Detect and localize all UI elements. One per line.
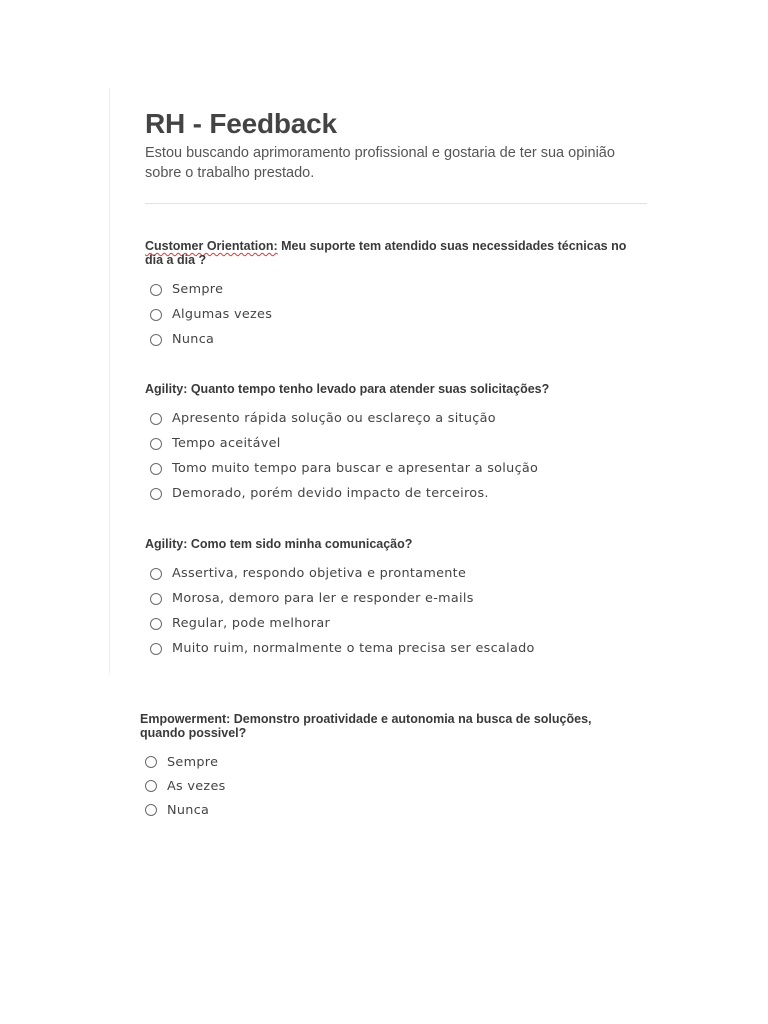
radio-label: Morosa, demoro para ler e responder e-mails [172, 591, 474, 606]
radio-label: Demorado, porém devido impacto de terceiros. [172, 486, 489, 501]
radio-button[interactable] [150, 334, 162, 346]
question-empowerment [140, 712, 630, 822]
radio-button[interactable] [150, 463, 162, 475]
radio-button[interactable] [150, 618, 162, 630]
radio-label: Algumas vezes [172, 307, 273, 322]
radio-option-sempre[interactable] [145, 750, 630, 774]
question-body: Como tem sido minha comunicação? [187, 537, 413, 551]
radio-option-sempre[interactable] [150, 277, 635, 302]
form-description: Estou buscando aprimoramento profissional e gostaria de ter sua opinião sobre o trabalho prestado. [145, 145, 615, 181]
radio-button[interactable] [145, 780, 157, 792]
radio-group [145, 277, 635, 352]
question-tag: Customer Orientation: [145, 239, 278, 253]
radio-group [140, 750, 630, 822]
radio-button[interactable] [150, 593, 162, 605]
radio-label: Regular, pode melhorar [172, 616, 331, 631]
radio-label: Assertiva, respondo objetiva e prontamente [172, 566, 467, 581]
radio-label: As vezes [167, 778, 226, 794]
radio-label: Tempo aceitável [172, 436, 281, 451]
radio-button[interactable] [150, 309, 162, 321]
radio-group [145, 406, 635, 506]
radio-option-nunca[interactable] [145, 798, 630, 822]
radio-group [145, 561, 635, 661]
radio-option-demorado[interactable] [150, 481, 635, 506]
question-body: Demonstro proatividade e autonomia na busca de soluções, quando possivel? [140, 712, 592, 740]
question-tag: Agility: [145, 382, 188, 396]
question-text [140, 712, 630, 740]
radio-button[interactable] [150, 568, 162, 580]
radio-label: Sempre [167, 754, 219, 770]
question-body: Quanto tempo tenho levado para atender suas solicitações? [187, 382, 550, 396]
radio-label: Sempre [172, 282, 224, 297]
radio-option-muito-tempo[interactable] [150, 456, 635, 481]
header-divider [145, 203, 647, 204]
question-text [145, 239, 635, 267]
radio-label: Muito ruim, normalmente o tema precisa ser escalado [172, 641, 535, 656]
question-body: Meu suporte tem atendido suas necessidades técnicas no dia a dia ? [145, 239, 627, 267]
question-agility-time [145, 382, 635, 506]
question-text [145, 537, 635, 551]
radio-option-rapida-solucao[interactable] [150, 406, 635, 431]
radio-button[interactable] [150, 413, 162, 425]
radio-button[interactable] [150, 284, 162, 296]
radio-label: Tomo muito tempo para buscar e apresentar a solução [172, 461, 539, 476]
radio-option-algumas-vezes[interactable] [150, 302, 635, 327]
form-title: RH - Feedback [145, 108, 337, 139]
radio-button[interactable] [150, 438, 162, 450]
question-tag: Empowerment: [140, 712, 231, 726]
radio-button[interactable] [150, 488, 162, 500]
question-customer-orientation [145, 239, 635, 352]
radio-option-regular[interactable] [150, 611, 635, 636]
question-text [145, 382, 635, 396]
radio-option-assertiva[interactable] [150, 561, 635, 586]
radio-option-tempo-aceitavel[interactable] [150, 431, 635, 456]
radio-label: Nunca [167, 802, 210, 818]
question-agility-communication [145, 537, 635, 661]
radio-button[interactable] [150, 643, 162, 655]
radio-option-muito-ruim[interactable] [150, 636, 635, 661]
question-tag: Agility: [145, 537, 188, 551]
radio-option-nunca[interactable] [150, 327, 635, 352]
radio-button[interactable] [145, 804, 157, 816]
radio-label: Nunca [172, 332, 215, 347]
radio-option-as-vezes[interactable] [145, 774, 630, 798]
radio-button[interactable] [145, 756, 157, 768]
radio-option-morosa[interactable] [150, 586, 635, 611]
radio-label: Apresento rápida solução ou esclareço a situção [172, 411, 496, 426]
